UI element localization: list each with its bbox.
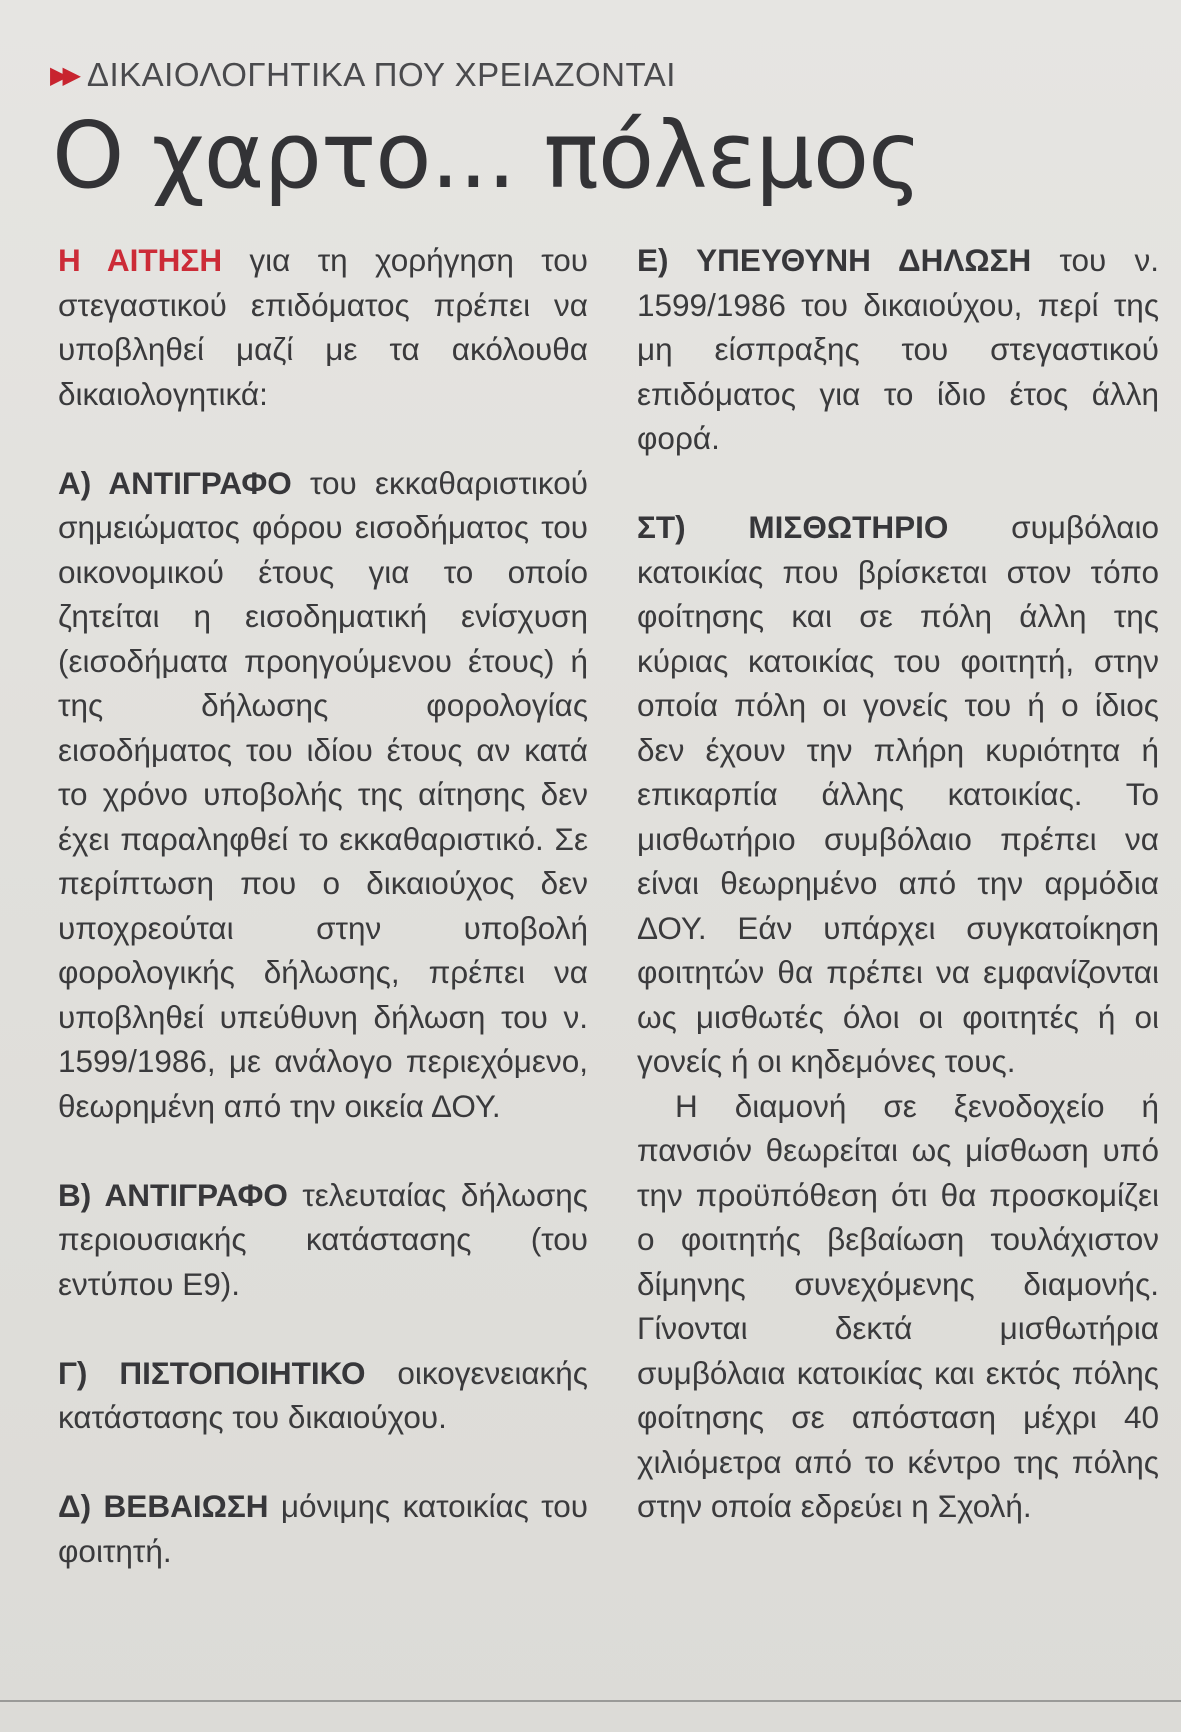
- item-e-lead: Ε) ΥΠΕΥΘΥΝΗ ΔΗΛΩΣΗ: [637, 242, 1032, 278]
- item-st-lead: ΣΤ) ΜΙΣΘΩΤΗΡΙΟ: [637, 509, 949, 545]
- column-left: [58, 238, 588, 1573]
- item-b-lead: Β) ΑΝΤΙΓΡΑΦΟ: [58, 1176, 288, 1213]
- double-chevron-right-icon: ▶▶: [50, 61, 75, 89]
- item-c-paragraph: [58, 1351, 588, 1440]
- column-right: [637, 238, 1159, 1529]
- intro-text: για τη χορήγηση του στεγαστικού επιδόματος πρέπει να υποβληθεί μαζί με τα ακόλουθα δικαιολογητικά:: [58, 242, 588, 412]
- item-c-text: οικογενειακής κατάστασης του δικαιούχου.: [58, 1354, 588, 1435]
- item-e-text: του ν. 1599/1986 του δικαιούχου, περί της μη είσπραξης του στεγαστικού επιδόματος για το ίδιο έτος άλλη φορά.: [637, 242, 1159, 456]
- item-c-lead: Γ) ΠΙΣΤΟΠΟΙΗΤΙΚΟ: [58, 1354, 366, 1391]
- item-d-paragraph: [58, 1484, 588, 1573]
- item-e-paragraph: [637, 238, 1159, 461]
- kicker-text: ΔΙΚΑΙΟΛΟΓΗΤΙΚΑ ΠΟΥ ΧΡΕΙΑΖΟΝΤΑΙ: [86, 56, 676, 93]
- intro-paragraph: [58, 238, 588, 416]
- item-b-paragraph: [58, 1173, 588, 1307]
- item-d-text: μόνιμης κατοικίας του φοιτητή.: [58, 1488, 589, 1569]
- closing-paragraph: Η διαμονή σε ξενοδοχείο ή πανσιόν θεωρείται ως μίσθωση υπό την προϋπόθεση ότι θα προσκομίζει ο φοιτητής βεβαίωση τουλάχιστον δίμηνης συνεχόμενης διαμονής. Γίνονται δεκτά μισθωτήρια συμβόλαια κατοικίας και εκτός πόλης φοίτησης σε απόσταση μέχρι 40 χιλιόμετρα από το κέντρο της πόλης στην οποία εδρεύει η Σχολή.: [637, 1087, 1159, 1524]
- bottom-rule: [0, 1700, 1181, 1702]
- item-b-text: τελευταίας δήλωσης περιουσιακής κατάστασης (του εντύπου Ε9).: [58, 1176, 588, 1302]
- item-d-lead: Δ) ΒΕΒΑΙΩΣΗ: [58, 1488, 269, 1524]
- item-st-text: συμβόλαιο κατοικίας που βρίσκεται στον τόπο φοίτησης και σε πόλη άλλη της κύριας κατοικίας του φοιτητή, στην οποία πόλη οι γονείς του ή ο ίδιος δεν έχουν την πλήρη κυριότητα ή επικαρπία άλλης κατοικίας. Το μισθωτήριο συμβόλαιο πρέπει να είναι θεωρημένο από την αρμόδια ΔΟΥ. Εάν υπάρχει συγκατοίκηση φοιτητών θα πρέπει να εμφανίζονται ως μισθωτές όλοι οι φοιτητές ή οι γονείς ή οι κηδεμόνες τους.: [637, 509, 1159, 1079]
- section-kicker: [50, 56, 676, 94]
- item-a-text: του εκκαθαριστικού σημειώματος φόρου εισοδήματος του οικονομικού έτους για το οποίο ζητείται η εισοδηματική ενίσχυση (εισοδήματα προηγούμενου έτους) ή της δήλωσης φορολογίας εισοδήματος του ιδίου έτους αν κατά το χρόνο υποβολής της αίτησης δεν έχει παραληφθεί το εκκαθαριστικό. Σε περίπτωση που ο δικαιούχος δεν υποχρεούται στην υποβολή φορολογικής δήλωσης, πρέπει να υποβληθεί υπεύθυνη δήλωση του ν. 1599/1986, με ανάλογο περιεχόμενο, θεωρημένη από την οικεία ΔΟΥ.: [58, 464, 588, 1124]
- intro-lead: Η ΑΙΤΗΣΗ: [58, 242, 223, 278]
- item-a-paragraph: [58, 461, 588, 1129]
- item-st-paragraph: [637, 505, 1159, 1084]
- item-a-lead: Α) ΑΝΤΙΓΡΑΦΟ: [58, 464, 292, 501]
- headline: Ο χαρτο... πόλεμος: [52, 102, 922, 209]
